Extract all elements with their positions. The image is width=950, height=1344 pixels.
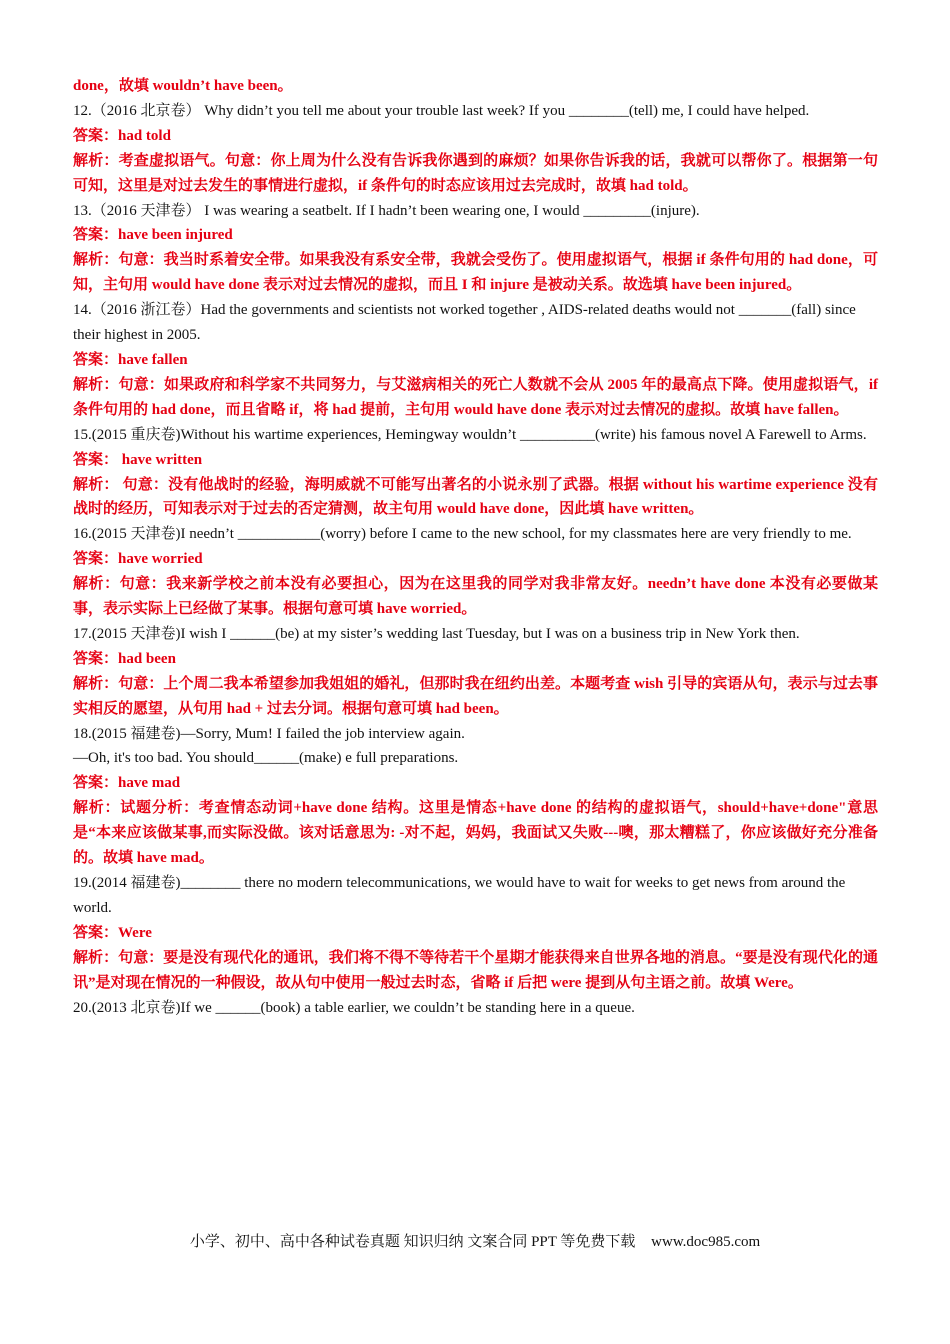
- question-text: 17.(2015 天津卷)I wish I ______(be) at my sister’s wedding last Tuesday, but I was on a business trip in New York then.: [73, 625, 800, 642]
- answer-text: 答案：had been: [73, 650, 176, 667]
- question-text: 16.(2015 天津卷)I needn’t ___________(worry) before I came to the new school, for my classmates here are very friendly to me.: [73, 526, 852, 543]
- analysis-text: 解析：试题分析：考查情态动词+have done 结构。这里是情态+have done 的结构的虚拟语气，should+have+done"意思是“本来应该做某事,而实际没做。该对话意思为: -对不起，妈妈，我面试又失败---噢，那太糟糕了，你应该做好充分准备的。故填 have mad。: [73, 800, 878, 867]
- answer-text: 答案：have fallen: [73, 351, 188, 368]
- question-text: 18.(2015 福建卷)—Sorry, Mum! I failed the job interview again.: [73, 725, 465, 742]
- analysis-text: 解析：句意：要是没有现代化的通讯，我们将不得不等待若干个星期才能获得来自世界各地的消息。“要是没有现代化的通讯”是对现在情况的一种假设，故从句中使用一般过去时态，省略 if 后把 were 提到从句主语之前。故填 Were。: [73, 949, 878, 991]
- footer-site: www.doc985.com: [651, 1234, 761, 1250]
- analysis-text: 解析：句意：我来新学校之前本没有必要担心，因为在这里我的同学对我非常友好。needn’t have done 本没有必要做某事，表示实际上已经做了某事。根据句意可填 have worried。: [73, 576, 878, 618]
- analysis-text: 解析： 句意：没有他战时的经验，海明威就不可能写出著名的小说永别了武器。根据 without his wartime experience 没有战时的经历，可知表示对于过去的否定猜测，故主句用 would have done，因此填 have written。: [73, 476, 878, 518]
- document-body: [73, 74, 878, 1020]
- analysis-text: 解析：考查虚拟语气。句意：你上周为什么没有告诉我你遇到的麻烦？如果你告诉我的话，我就可以帮你了。根据第一句可知，这里是对过去发生的事情进行虚拟，if 条件句的时态应该用过去完成时，故填 had told。: [73, 152, 878, 194]
- answer-text: 答案：had told: [73, 127, 171, 144]
- answer-text: 答案：have mad: [73, 775, 181, 792]
- answer-text: 答案：Were: [73, 924, 152, 941]
- question-text: 14.（2016 浙江卷）Had the governments and scientists not worked together , AIDS-related deaths would not _______(fall) since their highest in 2005.: [73, 302, 856, 344]
- page-footer: [0, 1230, 950, 1251]
- footer-text: 小学、初中、高中各种试卷真题 知识归纳 文案合同 PPT 等免费下载: [189, 1234, 636, 1250]
- analysis-text: 解析：句意：如果政府和科学家不共同努力，与艾滋病相关的死亡人数就不会从 2005 年的最高点下降。使用虚拟语气，if 条件句用的 had done，而且省略 if，将 had 提前，主句用 would have done 表示对过去情况的虚拟。故填 have fallen。: [73, 376, 878, 418]
- analysis-text: 解析：句意：上个周二我本希望参加我姐姐的婚礼，但那时我在纽约出差。本题考查 wish 引导的宾语从句，表示与过去事实相反的愿望，从句用 had + 过去分词。根据句意可填 had been。: [73, 675, 878, 717]
- answer-text: 答案： have written: [73, 451, 203, 468]
- answer-text: 答案：have worried: [73, 551, 203, 568]
- question-text: 19.(2014 福建卷)________ there no modern telecommunications, we would have to wait for weeks to get news from around the world.: [73, 875, 846, 916]
- question-text: 12.（2016 北京卷） Why didn’t you tell me about your trouble last week? If you ________(tell) me, I could have helped.: [73, 102, 810, 119]
- analysis-text: done，故填 wouldn’t have been。: [73, 78, 293, 94]
- question-text: 20.(2013 北京卷)If we ______(book) a table earlier, we couldn’t be standing here in a queue.: [73, 999, 635, 1016]
- analysis-text: 解析：句意：我当时系着安全带。如果我没有系安全带，我就会受伤了。使用虚拟语气，根据 if 条件句用的 had done，可知，主句用 would have done 表示对过去情况的虚拟，而且 I 和 injure 是被动关系。故选填 have been injured。: [73, 252, 878, 294]
- question-text: 13.（2016 天津卷） I was wearing a seatbelt. If I hadn’t been wearing one, I would _________(injure).: [73, 202, 700, 219]
- question-text: 15.(2015 重庆卷)Without his wartime experiences, Hemingway wouldn’t __________(write) his famous novel A Farewell to Arms.: [73, 426, 867, 443]
- answer-text: 答案：have been injured: [73, 227, 233, 244]
- question-text: —Oh, it's too bad. You should______(make) e full preparations.: [73, 750, 459, 767]
